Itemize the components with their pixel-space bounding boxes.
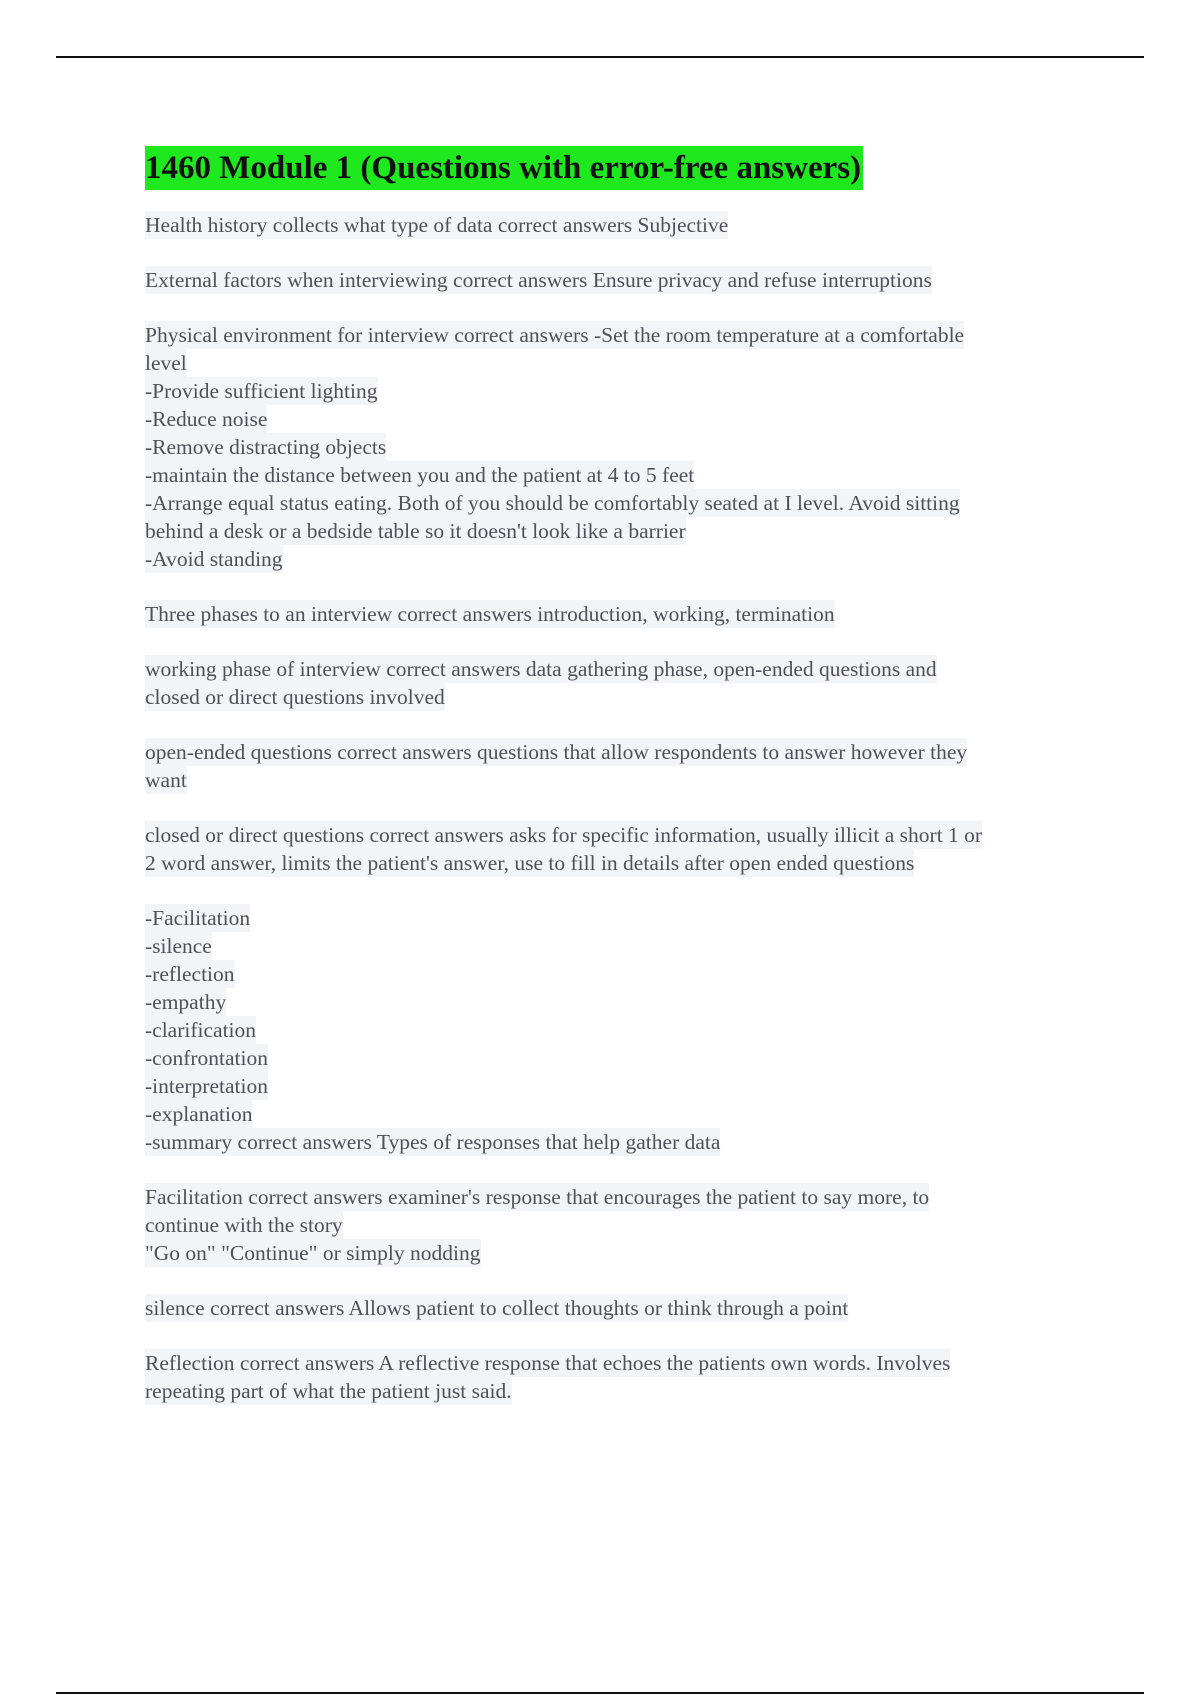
entry-line: Three phases to an interview correct answers introduction, working, termination — [145, 602, 835, 626]
entry-line: -Facilitation — [145, 906, 251, 930]
qa-entry — [145, 738, 1095, 794]
entry-line: -interpretation — [145, 1074, 268, 1098]
top-rule — [56, 56, 1144, 58]
entry-line: repeating part of what the patient just said. — [145, 1379, 512, 1403]
entry-line: -silence — [145, 934, 212, 958]
entry-line: -Arrange equal status eating. Both of you should be comfortably seated at I level. Avoid sitting — [145, 491, 960, 515]
document-title: 1460 Module 1 (Questions with error-free answers) — [145, 146, 863, 190]
entry-line: closed or direct questions involved — [145, 685, 445, 709]
entry-line: want — [145, 768, 187, 792]
qa-entry — [145, 1183, 1095, 1267]
qa-entry — [145, 1294, 1095, 1322]
entry-line: Physical environment for interview correct answers -Set the room temperature at a comfortable — [145, 323, 965, 347]
entry-line: -Reduce noise — [145, 407, 268, 431]
entry-line: continue with the story — [145, 1213, 343, 1237]
entry-line: -Avoid standing — [145, 547, 283, 571]
qa-entry — [145, 600, 1095, 628]
entry-line: -explanation — [145, 1102, 253, 1126]
qa-entry — [145, 321, 1095, 573]
entry-line: -clarification — [145, 1018, 257, 1042]
entry-line: 2 word answer, limits the patient's answer, use to fill in details after open ended questions — [145, 851, 915, 875]
qa-entry — [145, 904, 1095, 1156]
qa-entry — [145, 211, 1095, 239]
entry-line: -Provide sufficient lighting — [145, 379, 378, 403]
entry-line: -summary correct answers Types of responses that help gather data — [145, 1130, 721, 1154]
entry-line: working phase of interview correct answers data gathering phase, open-ended questions and — [145, 657, 937, 681]
entry-line: -reflection — [145, 962, 235, 986]
qa-entry — [145, 266, 1095, 294]
entry-line: behind a desk or a bedside table so it doesn't look like a barrier — [145, 519, 686, 543]
entry-line: open-ended questions correct answers questions that allow respondents to answer however they — [145, 740, 968, 764]
entry-line: -confrontation — [145, 1046, 268, 1070]
entries-list — [145, 211, 1095, 1405]
document-body — [145, 146, 1095, 1432]
entry-line: Reflection correct answers A reflective response that echoes the patients own words. Involves — [145, 1351, 951, 1375]
entry-line: "Go on" "Continue" or simply nodding — [145, 1241, 481, 1265]
entry-line: silence correct answers Allows patient to collect thoughts or think through a point — [145, 1296, 849, 1320]
entry-line: level — [145, 351, 187, 375]
entry-line: -empathy — [145, 990, 227, 1014]
entry-line: -Remove distracting objects — [145, 435, 387, 459]
entry-line: -maintain the distance between you and the patient at 4 to 5 feet — [145, 463, 695, 487]
entry-line: closed or direct questions correct answers asks for specific information, usually illicit a short 1 or — [145, 823, 983, 847]
qa-entry — [145, 655, 1095, 711]
entry-line: Facilitation correct answers examiner's response that encourages the patient to say more, to — [145, 1185, 930, 1209]
entry-line: External factors when interviewing correct answers Ensure privacy and refuse interruptions — [145, 268, 932, 292]
qa-entry — [145, 1349, 1095, 1405]
bottom-rule — [56, 1692, 1144, 1694]
entry-line: Health history collects what type of data correct answers Subjective — [145, 213, 729, 237]
qa-entry — [145, 821, 1095, 877]
